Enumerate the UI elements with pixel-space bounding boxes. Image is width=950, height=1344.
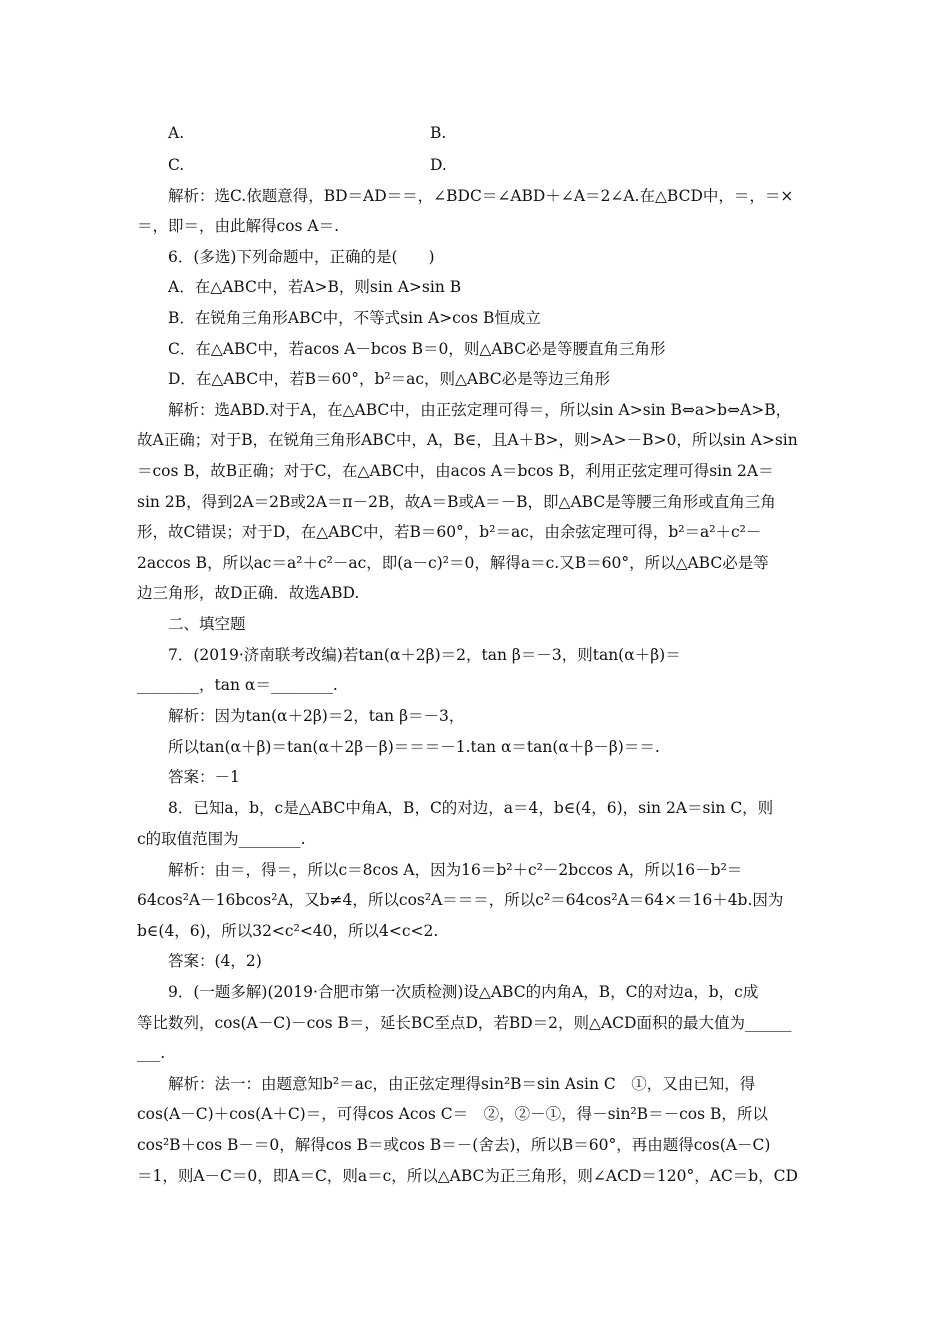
question-6-option-d: D．在△ABC中，若B＝60°，b²＝ac，则△ABC必是等边三角形: [168, 370, 611, 388]
solution-7-line-2: 所以tan(α＋β)＝tan(α＋2β－β)＝＝＝－1.tan α＝tan(α＋β－β)＝＝.: [168, 738, 660, 756]
question-8-line-2: c的取值范围为________.: [137, 830, 306, 848]
solution-9-line-1: 解析：法一：由题意知b²＝ac，由正弦定理得sin²B＝sin Asin C ①，又由已知，得: [168, 1075, 756, 1093]
solution-9-line-3: cos²B＋cos B－＝0，解得cos B＝或cos B＝－(舍去)，所以B＝60°，再由题得cos(A－C): [137, 1136, 771, 1154]
option-b-label: B.: [430, 124, 447, 142]
option-d-label: D.: [430, 156, 447, 174]
question-9-line-3: ___.: [137, 1044, 166, 1062]
solution-6-line-7: 边三角形，故D正确．故选ABD.: [137, 584, 360, 602]
option-row-ab: [168, 123, 447, 143]
solution-9-line-2: cos(A－C)＋cos(A＋C)＝，可得cos Acos C＝ ②，②－①，得－sin²B＝－cos B，所以: [137, 1105, 768, 1123]
question-6-option-b: B．在锐角三角形ABC中，不等式sin A>cos B恒成立: [168, 309, 541, 327]
question-7-line-1: 7．(2019·济南联考改编)若tan(α＋2β)＝2，tan β＝－3，则tan(α＋β)＝: [168, 646, 681, 664]
option-a-label: A.: [168, 124, 185, 142]
question-6-stem: 6．(多选)下列命题中，正确的是( ): [168, 248, 435, 266]
question-8-line-1: 8．已知a，b，c是△ABC中角A，B，C的对边，a＝4，b∈(4，6)，sin 2A＝sin C，则: [168, 799, 774, 817]
solution-6-line-4: sin 2B，得到2A＝2B或2A＝π－2B，故A＝B或A＝－B，即△ABC是等腰三角形或直角三角: [137, 493, 776, 511]
section-heading-fill-in: 二、填空题: [168, 615, 246, 633]
solution-6-line-5: 形，故C错误；对于D，在△ABC中，若B＝60°，b²＝ac，由余弦定理可得，b²＝a²＋c²－: [137, 523, 762, 541]
solution-6-line-3: ＝cos B，故B正确；对于C，在△ABC中，由acos A＝bcos B，利用正弦定理可得sin 2A＝: [137, 462, 774, 480]
question-6-option-c: C．在△ABC中，若acos A－bcos B＝0，则△ABC必是等腰直角三角形: [168, 340, 666, 358]
question-9-line-2: 等比数列，cos(A－C)－cos B＝，延长BC至点D，若BD＝2，则△ACD面积的最大值为______: [137, 1014, 792, 1032]
question-6-option-a: A．在△ABC中，若A>B，则sin A>sin B: [168, 278, 462, 296]
solution-7-line-1: 解析：因为tan(α＋2β)＝2，tan β＝－3，: [168, 707, 465, 725]
solution-5-line-2: ＝，即＝，由此解得cos A＝.: [137, 217, 340, 235]
solution-6-line-6: 2accos B，所以ac＝a²＋c²－ac，即(a－c)²＝0，解得a＝c.又B＝60°，所以△ABC必是等: [137, 554, 769, 572]
solution-8-line-3: b∈(4，6)，所以32<c²<40，所以4<c<2.: [137, 922, 439, 940]
solution-8-line-2: 64cos²A－16bcos²A，又b≠4，所以cos²A＝＝＝，所以c²＝64cos²A＝64×＝16＋4b.因为: [137, 891, 784, 909]
solution-5-line-1: 解析：选C.依题意得，BD＝AD＝＝，∠BDC＝∠ABD＋∠A＝2∠A.在△BCD中，＝，＝×: [168, 187, 794, 205]
question-9-line-1: 9．(一题多解)(2019·合肥市第一次质检测)设△ABC的内角A，B，C的对边a，b，c成: [168, 983, 759, 1001]
solution-8-line-1: 解析：由＝，得＝，所以c＝8cos A，因为16＝b²＋c²－2bccos A，所以16－b²＝: [168, 861, 743, 879]
solution-6-line-2: 故A正确；对于B，在锐角三角形ABC中，A，B∈，且A＋B>，则>A>－B>0，所以sin A>sin: [137, 431, 798, 449]
question-7-line-2: ________，tan α＝________.: [137, 676, 338, 694]
option-c-label: C.: [168, 156, 185, 174]
answer-7: 答案：－1: [168, 768, 240, 786]
option-row-cd: [168, 155, 447, 175]
solution-9-line-4: ＝1，则A－C＝0，即A＝C，则a＝c，所以△ABC为正三角形，则∠ACD＝120°，AC＝b，CD: [137, 1167, 798, 1185]
answer-8: 答案：(4，2): [168, 952, 262, 970]
solution-6-line-1: 解析：选ABD.对于A，在△ABC中，由正弦定理可得＝，所以sin A>sin B⇔a>b⇔A>B，: [168, 401, 792, 419]
